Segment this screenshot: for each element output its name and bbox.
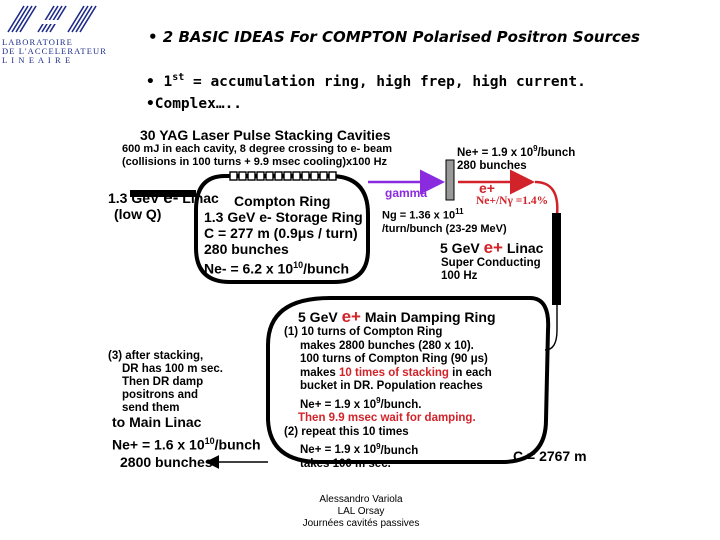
- cavities-title: 30 YAG Laser Pulse Stacking Cavities: [140, 127, 391, 143]
- beam-out-label: Ne+ = 1.9 x $10^9$/bunch 280 bunches: [457, 144, 576, 172]
- photon-yield: Ng = 1.36 x $10^{11}$ /turn/bunch (23-29 MeV): [382, 207, 507, 235]
- eplus-label: e+: [479, 180, 495, 196]
- yield-ratio: Ne+/Nγ =1.4%: [476, 195, 549, 207]
- slide-title: • 2 BASIC IDEAS For COMPTON Polarised Positron Sources: [148, 28, 640, 46]
- sc-linac-specs: Super Conducting 100 Hz: [441, 257, 541, 282]
- lab-name: LABORATOIRE DE L'ACCELERATEUR L I N E A I R E: [2, 37, 107, 65]
- bullet-accumulation-ring: • 1st = accumulation ring, high frep, high current.: [146, 72, 586, 90]
- dr-circumference: C = 2767 m: [513, 448, 587, 464]
- injector-label: 1.3 GeV e- Linac: [108, 188, 219, 207]
- conversion-target: [446, 160, 454, 200]
- damping-ring-steps: (1) 10 turns of Compton Ring makes 2800 bunches (280 x 10). 100 turns of Compton Ring (90 μs) makes 10 times of stacking in each bucket in DR. Population reaches Ne+ = 1.9 x $10^9$/bunch. Then 9.9 msec wait for damping. (2) repeat this 10 times Ne+ = 1.9 x $10^9$/bunch takes 100 m sec.: [284, 326, 492, 470]
- sc-linac: [552, 213, 561, 305]
- damping-ring-title: 5 GeV e+ Main Damping Ring: [298, 307, 496, 326]
- stacking-notes: (3) after stacking, DR has 100 m sec. Then DR damp positrons and send them: [108, 350, 224, 414]
- gamma-label: gamma: [385, 186, 428, 200]
- footer-credits: Alessandro Variola LAL Orsay Journées cavités passives: [302, 494, 420, 529]
- bullet-complex: •Complex…..: [146, 96, 243, 112]
- injector-charge: (low Q): [114, 206, 162, 222]
- sc-linac-label: 5 GeV e+ Linac: [440, 238, 544, 257]
- compton-ring-specs: 1.3 GeV e- Storage Ring C = 277 m (0.9μs / turn) 280 bunches Ne- = 6.2 x $10^{10}$/bunch: [204, 209, 363, 277]
- to-main-linac: to Main Linac: [112, 414, 202, 430]
- cavities-description: 600 mJ in each cavity, 8 degree crossing to e- beam (collisions in 100 turns + 9.9 msec cooling)x100 Hz: [122, 143, 393, 168]
- final-beam-label: Ne+ = 1.6 x $10^{10}$/bunch 2800 bunches: [112, 436, 261, 470]
- compton-ring-title: Compton Ring: [234, 193, 331, 209]
